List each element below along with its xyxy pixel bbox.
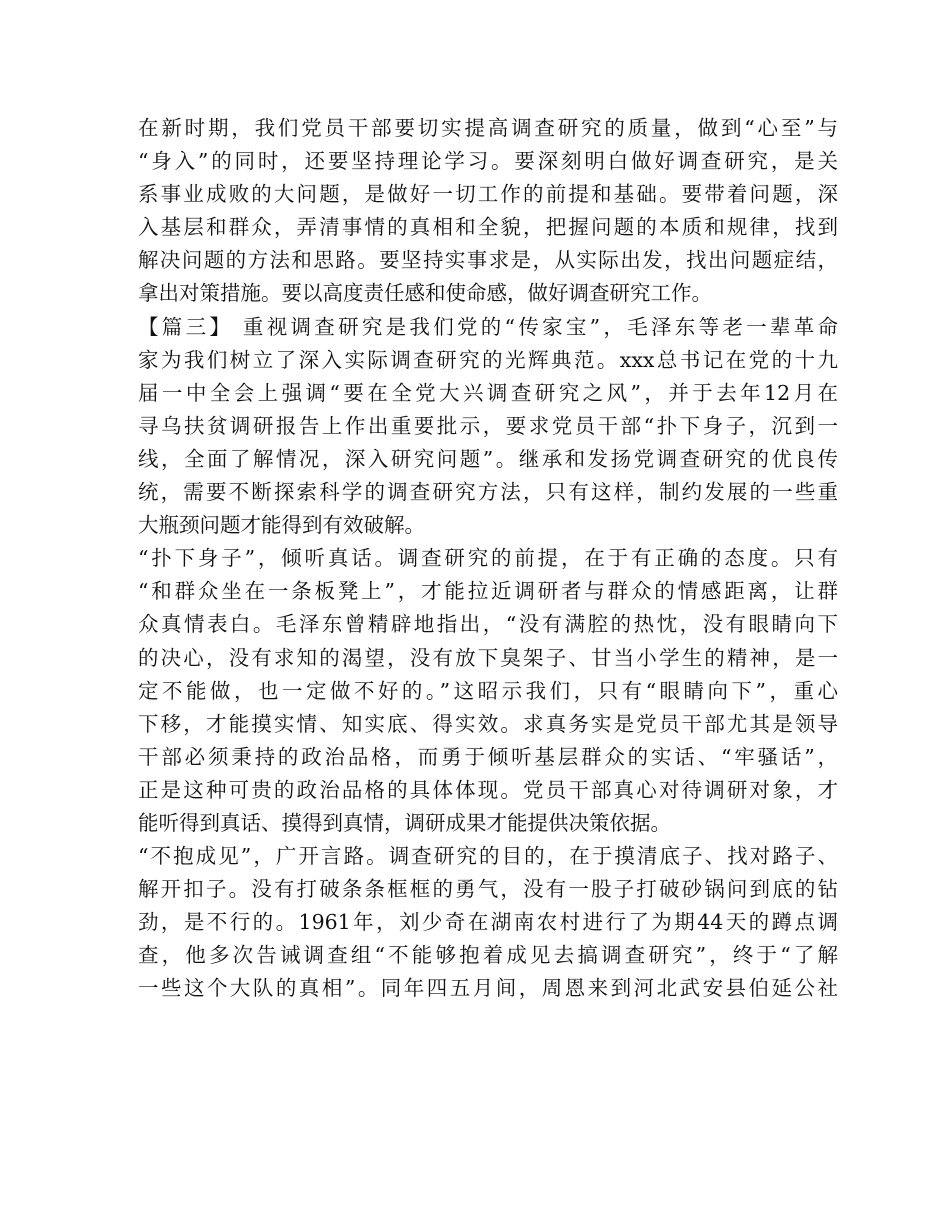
text-line: “和群众坐在一条板凳上”，才能拉近调研者与群众的情感距离，让群: [138, 579, 838, 604]
text-line: 在新时期，我们党员干部要切实提高调查研究的质量，做到“心至”与: [138, 116, 838, 140]
text-line: 【篇三】 重视调查研究是我们党的“传家宝”，毛泽东等老一辈革命: [138, 314, 838, 339]
text-line: “身入”的同时，还要坚持理论学习。要深刻明白做好调查研究，是关: [138, 149, 838, 174]
text-line: 干部必须秉持的政治品格，而勇于倾听基层群众的实话、“牢骚话”，: [138, 744, 838, 769]
text-line: 系事业成败的大问题，是做好一切工作的前提和基础。要带着问题，深: [138, 182, 838, 207]
text-line: “不抱成见”，广开言路。调查研究的目的，在于摸清底子、找对路子、: [138, 844, 838, 869]
text-line: 寻乌扶贫调研报告上作出重要批示，要求党员干部“扑下身子，沉到一: [138, 413, 838, 438]
text-line: 能听得到真话、摸得到真情，调研成果才能提供决策依据。: [138, 810, 671, 835]
text-line: 统，需要不断探索科学的调查研究方法，只有这样，制约发展的一些重: [138, 480, 838, 505]
text-line: 解开扣子。没有打破条条框框的勇气，没有一股子打破砂锅问到底的钻: [138, 877, 838, 902]
text-line: 拿出对策措施。要以高度责任感和使命感，做好调查研究工作。: [138, 281, 712, 306]
text-line: “扑下身子”，倾听真话。调查研究的前提，在于有正确的态度。只有: [138, 546, 838, 571]
text-line: 正是这种可贵的政治品格的具体体现。党员干部真心对待调研对象，才: [138, 777, 838, 802]
text-line: 大瓶颈问题才能得到有效破解。: [138, 513, 425, 538]
text-line: 入基层和群众，弄清事情的真相和全貌，把握问题的本质和规律，找到: [138, 215, 838, 240]
text-line: 劲，是不行的。1961年，刘少奇在湖南农村进行了为期44天的蹲点调: [138, 910, 838, 935]
text-line: 下移，才能摸实情、知实底、得实效。求真务实是党员干部尤其是领导: [138, 711, 838, 736]
text-line: 众真情表白。毛泽东曾精辟地指出，“没有满腔的热忱，没有眼睛向下: [138, 612, 838, 637]
text-line: 的决心，没有求知的渴望，没有放下臭架子、甘当小学生的精神，是一: [138, 645, 838, 670]
text-line: 家为我们树立了深入实际调查研究的光辉典范。xxx总书记在党的十九: [138, 347, 838, 372]
text-line: 届一中全会上强调“要在全党大兴调查研究之风”，并于去年12月在: [138, 380, 838, 405]
text-line: 线，全面了解情况，深入研究问题”。继承和发扬党调查研究的优良传: [138, 446, 838, 471]
body-text: [138, 112, 838, 1006]
text-line: 查，他多次告诫调查组“不能够抱着成见去搞调查研究”，终于“了解: [138, 943, 838, 968]
text-line: 定不能做，也一定做不好的。”这昭示我们，只有“眼睛向下”，重心: [138, 678, 838, 703]
text-line: 一些这个大队的真相”。同年四五月间，周恩来到河北武安县伯延公社: [138, 976, 838, 1001]
text-line: 解决问题的方法和思路。要坚持实事求是，从实际出发，找出问题症结，: [138, 248, 838, 273]
